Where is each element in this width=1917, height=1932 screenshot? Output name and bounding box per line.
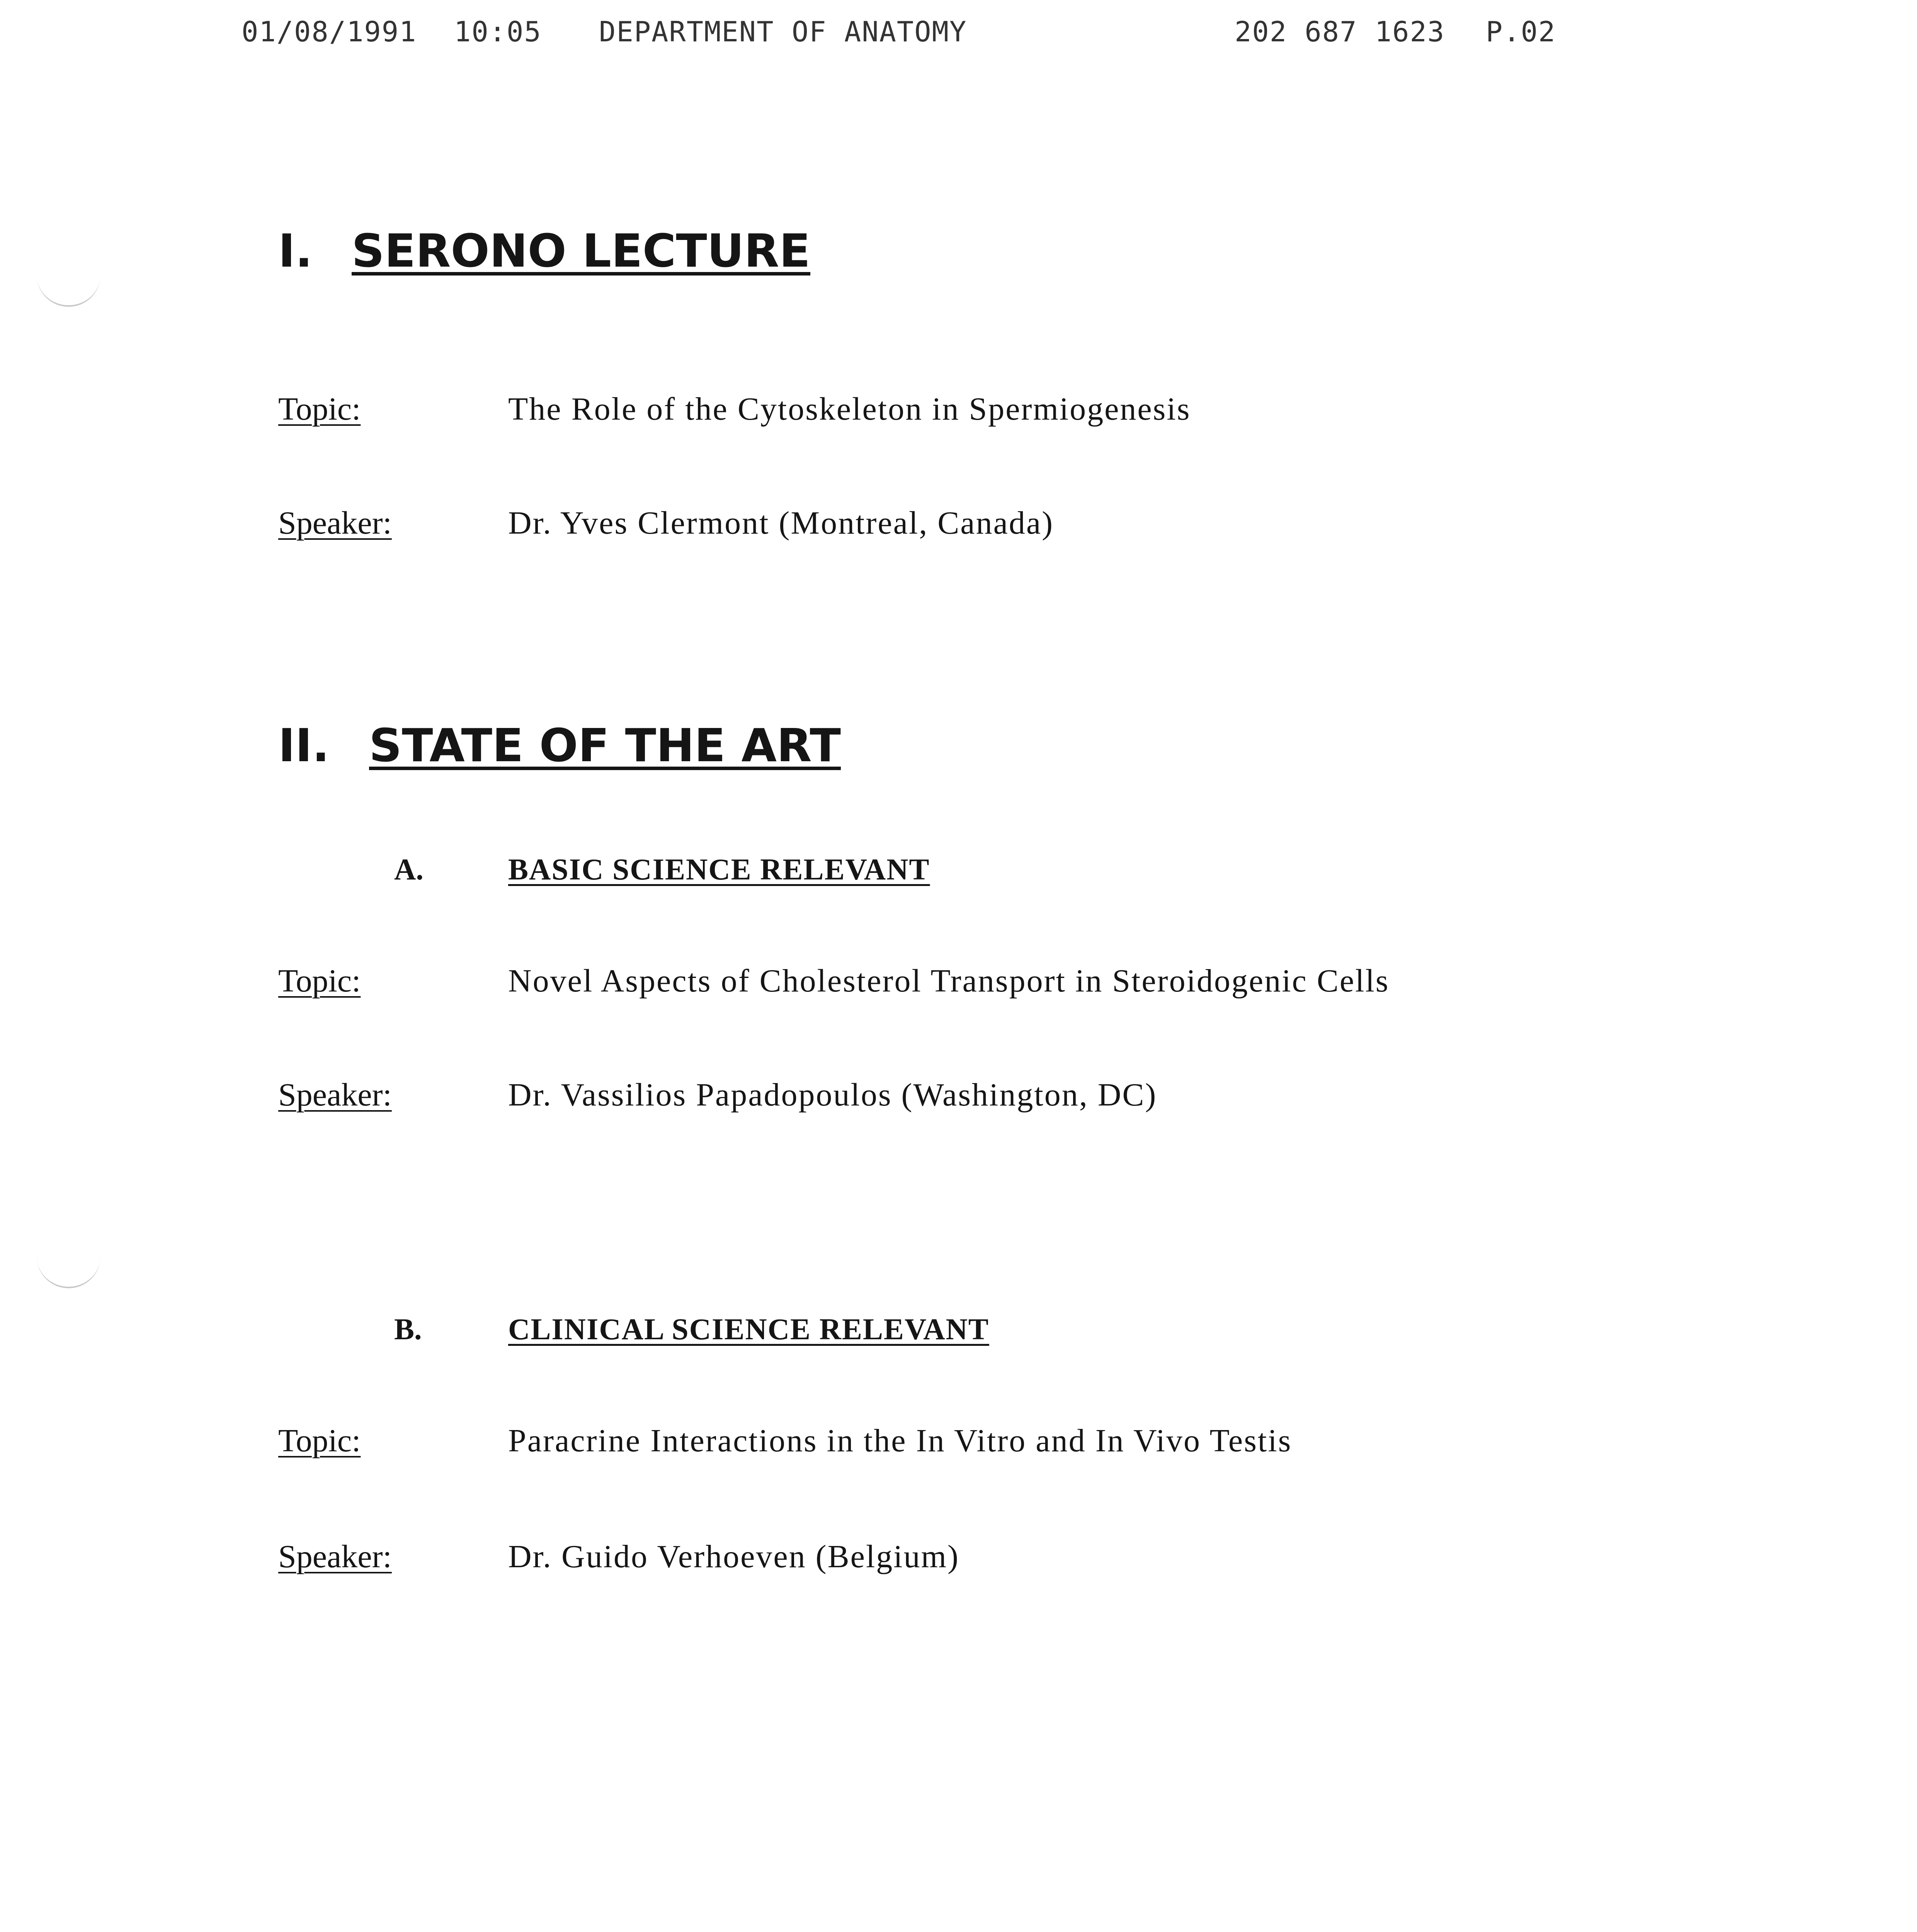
- subsection-title: CLINICAL SCIENCE RELEVANT: [508, 1312, 989, 1346]
- section-numeral: II.: [278, 719, 330, 772]
- speaker-value: Dr. Vassilios Papadopoulos (Washington, DC): [508, 1077, 1157, 1113]
- speaker-value: Dr. Yves Clermont (Montreal, Canada): [508, 505, 1054, 541]
- topic-row: [278, 962, 1390, 1000]
- topic-label: Topic:: [278, 391, 361, 427]
- topic-row: [278, 390, 1191, 428]
- speaker-row: [278, 1538, 959, 1575]
- speaker-row: [278, 1076, 1157, 1114]
- topic-value: Novel Aspects of Cholesterol Transport in Steroidogenic Cells: [508, 963, 1390, 999]
- topic-label: Topic:: [278, 963, 361, 999]
- topic-value: Paracrine Interactions in the In Vitro and In Vivo Testis: [508, 1423, 1292, 1459]
- section-heading-serono: [278, 224, 810, 277]
- section-title: SERONO LECTURE: [352, 224, 811, 277]
- fax-date: 01/08/1991: [242, 15, 417, 48]
- section-numeral: I.: [278, 224, 313, 277]
- fax-page-number: P.02: [1486, 15, 1556, 48]
- speaker-label: Speaker:: [278, 505, 392, 541]
- topic-row: [278, 1422, 1292, 1459]
- punch-hole-mark: [37, 1244, 100, 1288]
- subsection-heading-clinical-science: [394, 1312, 989, 1347]
- fax-transmission-header: [0, 15, 1917, 54]
- punch-hole-mark: [37, 263, 100, 307]
- fax-department: DEPARTMENT OF ANATOMY: [599, 15, 967, 48]
- speaker-label: Speaker:: [278, 1077, 392, 1113]
- speaker-value: Dr. Guido Verhoeven (Belgium): [508, 1539, 959, 1575]
- section-title: STATE OF THE ART: [369, 719, 841, 772]
- subsection-letter: B.: [394, 1312, 422, 1346]
- fax-phone: 202 687 1623: [1235, 15, 1445, 48]
- section-heading-state-of-the-art: [278, 719, 841, 772]
- subsection-letter: A.: [394, 852, 424, 886]
- speaker-row: [278, 504, 1054, 542]
- subsection-title: BASIC SCIENCE RELEVANT: [508, 852, 930, 886]
- fax-time: 10:05: [454, 15, 542, 48]
- subsection-heading-basic-science: [394, 852, 930, 887]
- speaker-label: Speaker:: [278, 1539, 392, 1575]
- topic-value: The Role of the Cytoskeleton in Spermiogenesis: [508, 391, 1191, 427]
- topic-label: Topic:: [278, 1423, 361, 1459]
